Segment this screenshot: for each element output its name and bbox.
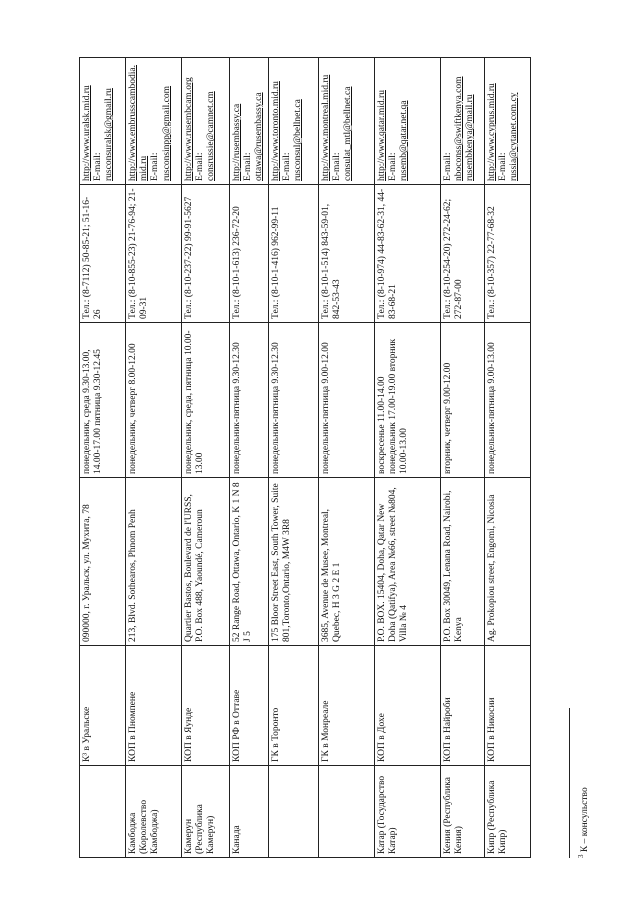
office-cell: КОП в Пномпене xyxy=(126,646,182,766)
email-link[interactable]: rusconsul@bellnet.ca xyxy=(293,99,304,181)
address-cell: P.O. Box 30049, Lenana Road, Nairobi, Kenya xyxy=(440,478,484,646)
country-cell xyxy=(80,766,126,858)
phone-cell: Тел.: (8-10-357) 22-77-68-32 xyxy=(484,185,530,323)
office-cell: ГК в Торонто xyxy=(268,646,318,766)
email-label: E-mail: xyxy=(93,152,104,181)
footnote-rule xyxy=(569,708,570,858)
email-label: E-mail: xyxy=(331,152,342,181)
office-cell: ГК в Монреале xyxy=(318,646,374,766)
country-cell xyxy=(268,766,318,858)
email-label: E-mail: xyxy=(195,152,206,181)
website-link[interactable]: http://www.montreal.mid.ru xyxy=(320,74,331,181)
country-cell xyxy=(318,766,374,858)
table-row xyxy=(268,58,318,858)
hours-cell: понедельник, среда 9.30-13.00, 14.00-17.00 пятница 9.30-12.45 xyxy=(80,323,126,478)
contacts-cell xyxy=(80,58,126,185)
email-link[interactable]: russia@cytanet.com.cy xyxy=(509,92,520,181)
table-row xyxy=(80,58,126,858)
table-row xyxy=(182,58,230,858)
contacts-cell xyxy=(268,58,318,185)
office-cell: КОП в Дохе xyxy=(374,646,440,766)
contacts-cell xyxy=(126,58,182,185)
country-cell: Камерун (Республика Камерун) xyxy=(182,766,230,858)
phone-cell: Тел.: (8-10-855-23) 21-76-94; 21-09-31 xyxy=(126,185,182,323)
table-row xyxy=(440,58,484,858)
office-cell: КОП в Никосии xyxy=(484,646,530,766)
country-cell: Кипр (Республика Кипр) xyxy=(484,766,530,858)
contacts-cell xyxy=(182,58,230,185)
email-label: E-mail: xyxy=(150,152,161,181)
table-row xyxy=(230,58,269,858)
email-link[interactable]: ottawa@rusembassy.ca xyxy=(254,92,265,181)
email-link[interactable]: rusemb@qatar.net.qa xyxy=(399,100,410,181)
office-cell: КОП РФ в Оттаве xyxy=(230,646,269,766)
hours-cell: воскресенье 11.00-14.00 понедельник 17.00-19.00 вторник 10.00-13.00 xyxy=(374,323,440,478)
contacts-cell xyxy=(484,58,530,185)
website-link[interactable]: http://www.toronto.mid.ru xyxy=(270,81,281,181)
address-cell: 213, Blvd. Sothearos, Phnom Penh xyxy=(126,478,182,646)
hours-cell: вторник, четверг 9.00-12.00 xyxy=(440,323,484,478)
contacts-cell xyxy=(440,58,484,185)
table-row xyxy=(374,58,440,858)
hours-cell: понедельник-пятница 9.00-13.00 xyxy=(484,323,530,478)
phone-cell: Тел.: (8-10-1-613) 236-72-20 xyxy=(230,185,269,323)
phone-cell: Тел.: (8-10-1-416) 962-99-11 xyxy=(268,185,318,323)
phone-cell: Тел.: (8-10-237-22) 99-91-5627 xyxy=(182,185,230,323)
office-cell: КОП в Найроби xyxy=(440,646,484,766)
table-row xyxy=(318,58,374,858)
office-cell: К³ в Уральске xyxy=(80,646,126,766)
hours-cell: понедельник-пятница 9.30-12.30 xyxy=(268,323,318,478)
footnote xyxy=(577,787,590,858)
email-link[interactable]: nboconss@swiftkenya.com xyxy=(453,76,464,181)
website-link[interactable]: http://www.embrusscambodia.mid.ru xyxy=(128,64,150,181)
address-cell: 3685, Avenue de Musee, Montreal, Quebec, H 3 G 2 E 1 xyxy=(318,478,374,646)
email-label: E-mail: xyxy=(243,152,254,181)
country-cell: Камбоджа (Королевство Камбоджа) xyxy=(126,766,182,858)
office-cell: КОП в Яунде xyxy=(182,646,230,766)
website-link[interactable]: http://www.qatar.mid.ru xyxy=(376,90,387,181)
email-label: E-mail: xyxy=(442,152,453,181)
table-row xyxy=(484,58,530,858)
email-link[interactable]: rusembkenya@mail.ru xyxy=(465,94,476,181)
address-cell: P.O. BOX. 15404, Doha, Qatar New Doha (Qatifya), Area №66, street №804, Villa № 4 xyxy=(374,478,440,646)
contacts-cell xyxy=(374,58,440,185)
website-link[interactable]: http://www.uralsk.mid.ru xyxy=(82,85,92,181)
country-cell: Кения (Республика Кения) xyxy=(440,766,484,858)
hours-cell: понедельник-пятница 9.00-12.00 xyxy=(318,323,374,478)
rotated-content xyxy=(79,18,599,858)
email-link[interactable]: rusconsinpp@gmail.com xyxy=(161,85,172,181)
hours-cell: понедельник, среда, пятница 10.00-13.00 xyxy=(182,323,230,478)
phone-cell: Тел.: (8-10-1-514) 843-59-01, 842-53-43 xyxy=(318,185,374,323)
address-cell: Quartier Bastos, Boulevard de l'URSS, P.O. Box 488, Yaoundé, Cameroun xyxy=(182,478,230,646)
email-label: E-mail: xyxy=(387,152,398,181)
contacts-cell xyxy=(230,58,269,185)
footnote-marker: 3 xyxy=(577,854,585,858)
contacts-cell xyxy=(318,58,374,185)
phone-cell: Тел.: (8-10-254-20) 272-24-62; 272-87-00 xyxy=(440,185,484,323)
consulates-table xyxy=(79,57,531,858)
website-link[interactable]: http://www.cyprus.mid.ru xyxy=(486,83,497,181)
email-link[interactable]: consulat_mtl@bellnet.ca xyxy=(343,86,354,181)
address-cell: 090000, г. Уральск, ул. Мухита, 78 xyxy=(80,478,126,646)
email-label: E-mail: xyxy=(281,152,292,181)
table-body xyxy=(80,58,531,858)
email-link[interactable]: consrussie@camnet.cm xyxy=(206,91,217,181)
hours-cell: понедельник-пятница 9.30-12.30 xyxy=(230,323,269,478)
phone-cell: Тел.: (8-10-974) 44-83-62-31, 44-83-68-21 xyxy=(374,185,440,323)
country-cell: Катар (Государство Катар) xyxy=(374,766,440,858)
phone-cell: Тел.: (8-7112) 50-85-21; 51-16-26 xyxy=(80,185,126,323)
email-link[interactable]: rusconsuralsk@gmail.ru xyxy=(104,88,115,181)
email-label: E-mail: xyxy=(497,152,508,181)
address-cell: Ag. Prokopiou street, Engomi, Nicosia xyxy=(484,478,530,646)
country-cell: Канада xyxy=(230,766,269,858)
hours-cell: понедельник, четверг 8.00-12.00 xyxy=(126,323,182,478)
address-cell: 52 Range Road, Ottawa, Ontario, K 1 N 8 J 5 xyxy=(230,478,269,646)
table-row xyxy=(126,58,182,858)
address-cell: 175 Bloor Street East, South Tower, Suite 801,Toronto,Ontario, M4W 3R8 xyxy=(268,478,318,646)
website-link[interactable]: http://rusembassy.ca xyxy=(232,103,242,181)
website-link[interactable]: http://www.rusembcam.org xyxy=(184,77,194,181)
footnote-text: К – консульство xyxy=(580,787,591,855)
